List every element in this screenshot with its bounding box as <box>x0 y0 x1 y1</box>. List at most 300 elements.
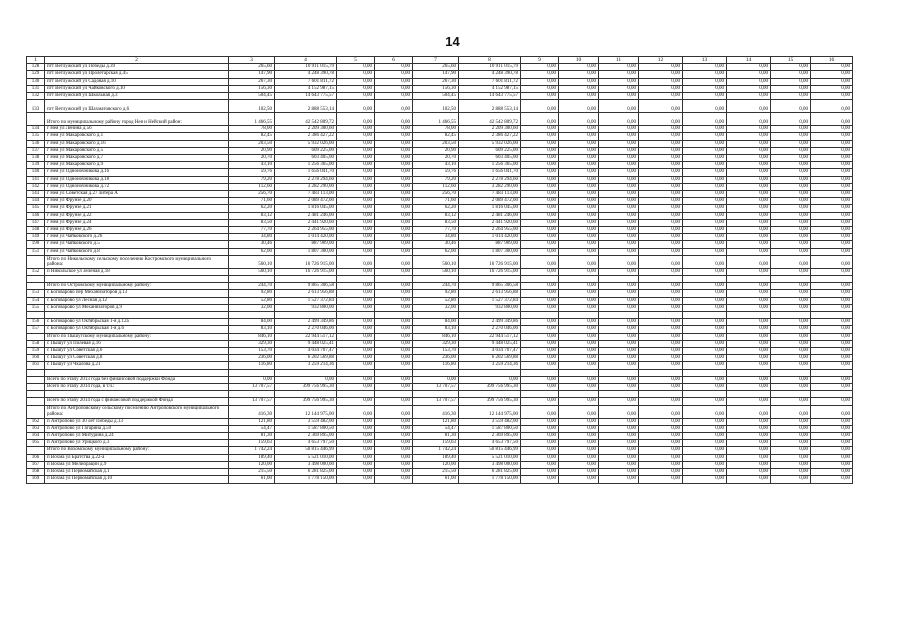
value-cell: 0,00 <box>337 297 375 304</box>
address-cell: Итого по Вохомскому муниципальному району: <box>45 447 229 454</box>
value-cell: 1 778 150,00 <box>459 476 521 483</box>
value-cell: 0,00 <box>559 384 599 391</box>
value-cell: 215,50 <box>413 469 459 476</box>
value-cell: 0,00 <box>811 454 853 461</box>
empty-cell <box>45 391 229 398</box>
address-cell: с Пышуг ул Чкалова д.21 <box>45 362 229 369</box>
value-cell: 0,00 <box>639 440 683 447</box>
value-cell: 3 259 214,36 <box>459 362 521 369</box>
table-row <box>27 268 853 275</box>
value-cell: 0,00 <box>337 126 375 133</box>
value-cell: 0,00 <box>229 376 275 383</box>
value-cell: 2 481 246,00 <box>275 212 337 219</box>
address-cell: г Нея ул Чайковского д.5 <box>45 241 229 248</box>
value-cell: 0,00 <box>337 133 375 140</box>
value-cell: 0,00 <box>771 376 811 383</box>
value-cell: 0,00 <box>559 398 599 405</box>
table-row <box>27 219 853 226</box>
table-row <box>27 176 853 183</box>
value-cell: 887 909,00 <box>275 241 337 248</box>
value-cell: 2 209 300,60 <box>275 126 337 133</box>
value-cell: 0,00 <box>521 304 559 311</box>
value-cell: 0,00 <box>375 447 413 454</box>
value-cell: 0,00 <box>811 205 853 212</box>
value-cell: 4 152 987,15 <box>275 85 337 92</box>
value-cell: 10 911 015,79 <box>275 64 337 71</box>
value-cell: 0,00 <box>639 476 683 483</box>
value-cell: 560,10 <box>229 255 275 268</box>
empty-cell <box>375 276 413 283</box>
value-cell: 0,00 <box>521 362 559 369</box>
value-cell: 0,00 <box>811 198 853 205</box>
value-cell: 0,00 <box>727 140 771 147</box>
table-row <box>27 198 853 205</box>
value-cell: 10 911 015,79 <box>459 64 521 71</box>
row-number-cell: 131 <box>27 85 45 92</box>
value-cell: 0,00 <box>521 290 559 297</box>
value-cell: 0,00 <box>811 362 853 369</box>
value-cell: 0,00 <box>599 212 639 219</box>
value-cell: 265,60 <box>413 64 459 71</box>
value-cell: 0,00 <box>599 219 639 226</box>
empty-cell <box>811 276 853 283</box>
empty-cell <box>559 369 599 376</box>
value-cell: 0,00 <box>727 212 771 219</box>
value-cell: 0,00 <box>811 461 853 468</box>
value-cell: 0,00 <box>811 348 853 355</box>
value-cell: 0,00 <box>559 205 599 212</box>
value-cell: 2 499 349,86 <box>459 319 521 326</box>
value-cell: 0,00 <box>599 248 639 255</box>
value-cell: 0,00 <box>683 78 727 85</box>
value-cell: 0,00 <box>559 376 599 383</box>
row-number-cell: 134 <box>27 126 45 133</box>
value-cell: 112,60 <box>229 183 275 190</box>
value-cell: 203,50 <box>413 140 459 147</box>
value-cell: 0,00 <box>599 425 639 432</box>
value-cell: 0,00 <box>337 205 375 212</box>
value-cell: 0,00 <box>599 326 639 333</box>
value-cell: 92,80 <box>413 290 459 297</box>
row-number-cell <box>27 113 45 126</box>
value-cell: 1 466,55 <box>229 113 275 126</box>
value-cell: 0,00 <box>599 176 639 183</box>
value-cell: 0,00 <box>639 433 683 440</box>
value-cell: 2 888 553,14 <box>459 100 521 113</box>
value-cell: 0,00 <box>375 340 413 347</box>
value-cell: 0,00 <box>559 268 599 275</box>
row-number-cell: 151 <box>27 248 45 255</box>
value-cell: 0,00 <box>521 476 559 483</box>
address-cell: Всего по этапу 2013 года без финансовой поддержки Фонда <box>45 376 229 383</box>
value-cell: 0,00 <box>639 78 683 85</box>
empty-cell <box>559 391 599 398</box>
value-cell: 0,00 <box>337 93 375 100</box>
value-cell: 0,00 <box>375 64 413 71</box>
value-cell: 0,00 <box>599 133 639 140</box>
value-cell: 50 815 446,99 <box>459 447 521 454</box>
row-number-cell: 145 <box>27 205 45 212</box>
value-cell: 0,00 <box>811 297 853 304</box>
empty-cell <box>683 312 727 319</box>
value-cell: 0,00 <box>639 418 683 425</box>
value-cell: 0,00 <box>337 476 375 483</box>
value-cell: 22 944 517,12 <box>459 333 521 340</box>
value-cell: 3 559 482,00 <box>275 418 337 425</box>
value-cell: 0,00 <box>337 355 375 362</box>
empty-cell <box>337 391 375 398</box>
address-cell: г Нея ул Ленина д.56 <box>45 126 229 133</box>
value-cell: 82,45 <box>413 133 459 140</box>
column-number-cell: 14 <box>727 57 771 64</box>
value-cell: 159,63 <box>413 440 459 447</box>
row-number-cell: 139 <box>27 162 45 169</box>
value-cell: 236,00 <box>229 355 275 362</box>
empty-cell <box>459 369 521 376</box>
value-cell: 0,00 <box>771 425 811 432</box>
empty-cell <box>229 369 275 376</box>
value-cell: 0,00 <box>771 319 811 326</box>
row-number-cell: 155 <box>27 304 45 311</box>
value-cell: 0,00 <box>599 241 639 248</box>
value-cell: 0,00 <box>811 227 853 234</box>
value-cell: 0,00 <box>727 447 771 454</box>
column-number-cell: 8 <box>459 57 521 64</box>
value-cell: 0,00 <box>337 433 375 440</box>
value-cell: 0,00 <box>811 376 853 383</box>
value-cell: 0,00 <box>599 476 639 483</box>
value-cell: 0,00 <box>337 212 375 219</box>
value-cell: 0,00 <box>559 147 599 154</box>
value-cell: 1 466,55 <box>413 113 459 126</box>
value-cell: 0,00 <box>521 212 559 219</box>
row-number-cell: 136 <box>27 140 45 147</box>
value-cell: 83,10 <box>413 326 459 333</box>
value-cell: 0,00 <box>683 85 727 92</box>
subtotal-row <box>27 283 853 290</box>
value-cell: 0,00 <box>771 147 811 154</box>
table-row <box>27 147 853 154</box>
value-cell: 0,00 <box>771 162 811 169</box>
value-cell: 0,00 <box>811 140 853 147</box>
value-cell: 156,30 <box>413 85 459 92</box>
value-cell: 3 498 000,00 <box>459 461 521 468</box>
value-cell: 0,00 <box>599 384 639 391</box>
value-cell: 0,00 <box>559 113 599 126</box>
value-cell: 0,00 <box>337 140 375 147</box>
value-cell: 0,00 <box>521 425 559 432</box>
empty-cell <box>683 369 727 376</box>
empty-cell <box>337 312 375 319</box>
value-cell: 0,00 <box>771 234 811 241</box>
row-number-cell: 190 <box>27 241 45 248</box>
value-cell: 0,00 <box>559 78 599 85</box>
value-cell: 0,00 <box>771 405 811 418</box>
value-cell: 0,00 <box>771 71 811 78</box>
value-cell: 0,00 <box>375 162 413 169</box>
value-cell: 0,00 <box>521 405 559 418</box>
table-row <box>27 476 853 483</box>
column-number-cell: 7 <box>413 57 459 64</box>
value-cell: 0,00 <box>559 319 599 326</box>
value-cell: 0,00 <box>683 183 727 190</box>
empty-cell <box>275 312 337 319</box>
address-cell: г Нея ул Макаровского д.5 <box>45 147 229 154</box>
value-cell: 0,00 <box>639 227 683 234</box>
value-cell: 0,00 <box>337 268 375 275</box>
value-cell: 0,00 <box>599 348 639 355</box>
value-cell: 0,00 <box>337 78 375 85</box>
row-number-cell: 138 <box>27 155 45 162</box>
row-number-cell <box>27 405 45 418</box>
value-cell: 0,00 <box>375 297 413 304</box>
value-cell: 203,50 <box>229 140 275 147</box>
value-cell: 0,00 <box>375 234 413 241</box>
value-cell: 0,00 <box>811 326 853 333</box>
value-cell: 0,00 <box>683 147 727 154</box>
address-cell: г Нея ул Макаровского д.16 <box>45 140 229 147</box>
value-cell: 3 259 214,36 <box>275 362 337 369</box>
value-cell: 52,80 <box>413 297 459 304</box>
value-cell: 83,12 <box>413 212 459 219</box>
value-cell: 0,00 <box>599 227 639 234</box>
value-cell: 0,00 <box>521 198 559 205</box>
value-cell: 0,00 <box>599 205 639 212</box>
value-cell: 0,00 <box>771 248 811 255</box>
value-cell: 416,30 <box>229 405 275 418</box>
value-cell: 0,00 <box>771 447 811 454</box>
value-cell: 2 481 246,00 <box>459 212 521 219</box>
value-cell: 0,00 <box>337 241 375 248</box>
value-cell: 0,00 <box>375 304 413 311</box>
value-cell: 0,00 <box>811 234 853 241</box>
value-cell: 0,00 <box>639 425 683 432</box>
address-cell: г Нея ул Советская д.27 литера А <box>45 191 229 198</box>
value-cell: 83,12 <box>229 212 275 219</box>
empty-cell <box>459 391 521 398</box>
value-cell: 0,00 <box>375 326 413 333</box>
value-cell: 0,00 <box>559 100 599 113</box>
value-cell: 0,00 <box>375 461 413 468</box>
value-cell: 0,00 <box>811 447 853 454</box>
value-cell: 0,00 <box>771 85 811 92</box>
table-row <box>27 454 853 461</box>
empty-cell <box>639 391 683 398</box>
value-cell: 62,00 <box>229 248 275 255</box>
value-cell: 0,00 <box>727 405 771 418</box>
value-cell: 0,00 <box>375 433 413 440</box>
value-cell: 0,00 <box>683 304 727 311</box>
value-cell: 0,00 <box>727 78 771 85</box>
value-cell: 0,00 <box>811 93 853 100</box>
value-cell: 0,00 <box>599 297 639 304</box>
value-cell: 0,00 <box>771 440 811 447</box>
value-cell: 0,00 <box>375 133 413 140</box>
value-cell: 0,00 <box>375 85 413 92</box>
value-cell: 20,90 <box>413 147 459 154</box>
value-cell: 0,00 <box>337 71 375 78</box>
value-cell: 236,00 <box>413 355 459 362</box>
row-number-cell: 165 <box>27 440 45 447</box>
value-cell: 71,60 <box>413 198 459 205</box>
table-row <box>27 469 853 476</box>
value-cell: 1 778 150,00 <box>275 476 337 483</box>
value-cell: 0,00 <box>599 71 639 78</box>
value-cell: 0,00 <box>639 248 683 255</box>
table-row <box>27 304 853 311</box>
value-cell: 0,00 <box>639 176 683 183</box>
value-cell: 0,00 <box>521 219 559 226</box>
value-cell: 416,30 <box>413 405 459 418</box>
value-cell: 0,00 <box>521 205 559 212</box>
value-cell: 0,00 <box>521 418 559 425</box>
value-cell: 2 369 895,00 <box>459 433 521 440</box>
value-cell: 0,00 <box>521 126 559 133</box>
value-cell: 0,00 <box>727 155 771 162</box>
value-cell: 0,00 <box>599 398 639 405</box>
table-row <box>27 362 853 369</box>
value-cell: 22 944 517,12 <box>275 333 337 340</box>
value-cell: 0,00 <box>639 205 683 212</box>
column-number-cell: 6 <box>375 57 413 64</box>
value-cell: 0,00 <box>375 268 413 275</box>
value-cell: 0,00 <box>599 234 639 241</box>
row-number-cell: 160 <box>27 355 45 362</box>
address-cell: пгт Ветлужский ул Садовая д.10 <box>45 78 229 85</box>
address-cell: с Боговарово ул Лесная д.12 <box>45 297 229 304</box>
address-cell: с Пышуг ул Советская д.8 <box>45 355 229 362</box>
address-cell: г Нея ул Одноночникова д.72 <box>45 183 229 190</box>
empty-cell <box>337 276 375 283</box>
empty-cell <box>413 312 459 319</box>
value-cell: 0,00 <box>727 268 771 275</box>
value-cell: 0,00 <box>639 140 683 147</box>
value-cell: 0,00 <box>521 340 559 347</box>
value-cell: 0,00 <box>727 227 771 234</box>
value-cell: 504,45 <box>229 93 275 100</box>
row-number-cell: 148 <box>27 227 45 234</box>
value-cell: 13 707,57 <box>229 398 275 405</box>
address-cell: п Антропово ул 30 лет Победы д.13 <box>45 418 229 425</box>
column-number-cell: 5 <box>337 57 375 64</box>
address-cell: п Вохма ул Мелиорации д.9 <box>45 461 229 468</box>
value-cell: 0,00 <box>639 219 683 226</box>
value-cell: 0,00 <box>599 169 639 176</box>
empty-cell <box>275 276 337 283</box>
empty-cell <box>683 391 727 398</box>
value-cell: 32,00 <box>413 304 459 311</box>
empty-cell <box>27 369 45 376</box>
empty-cell <box>275 391 337 398</box>
value-cell: 0,00 <box>599 461 639 468</box>
value-cell: 12 144 975,00 <box>459 405 521 418</box>
value-cell: 0,00 <box>811 133 853 140</box>
value-cell: 0,00 <box>683 227 727 234</box>
empty-cell <box>521 312 559 319</box>
value-cell: 0,00 <box>521 191 559 198</box>
value-cell: 0,00 <box>337 191 375 198</box>
value-cell: 0,00 <box>599 290 639 297</box>
value-cell: 0,00 <box>639 362 683 369</box>
value-cell: 0,00 <box>683 384 727 391</box>
address-cell: п Антропово ул Урицкого д.3 <box>45 440 229 447</box>
empty-cell <box>599 369 639 376</box>
empty-cell <box>771 369 811 376</box>
value-cell: 399 756 995,30 <box>459 384 521 391</box>
value-cell: 0,00 <box>375 219 413 226</box>
value-cell: 42 542 809,72 <box>459 113 521 126</box>
row-number-cell <box>27 255 45 268</box>
value-cell: 0,00 <box>559 355 599 362</box>
value-cell: 0,00 <box>639 454 683 461</box>
row-number-cell: 130 <box>27 78 45 85</box>
address-cell: Итого по Островскому муниципальному району: <box>45 283 229 290</box>
value-cell: 0,00 <box>811 355 853 362</box>
value-cell: 887 909,00 <box>459 241 521 248</box>
value-cell: 153,70 <box>413 348 459 355</box>
value-cell: 16 726 915,00 <box>275 255 337 268</box>
value-cell: 1 527 372,84 <box>275 297 337 304</box>
table-row <box>27 100 853 113</box>
value-cell: 1 807 300,00 <box>459 248 521 255</box>
table-row <box>27 183 853 190</box>
empty-cell <box>413 276 459 283</box>
subtotal-row <box>27 384 853 391</box>
value-cell: 43,10 <box>413 162 459 169</box>
value-cell: 0,00 <box>683 454 727 461</box>
value-cell: 30,46 <box>413 241 459 248</box>
value-cell: 0,00 <box>521 326 559 333</box>
value-cell: 0,00 <box>275 376 337 383</box>
value-cell: 0,00 <box>811 469 853 476</box>
value-cell: 0,00 <box>521 133 559 140</box>
row-number-cell: 167 <box>27 461 45 468</box>
value-cell: 0,00 <box>559 454 599 461</box>
value-cell: 2 089 472,00 <box>275 198 337 205</box>
value-cell: 0,00 <box>521 447 559 454</box>
value-cell: 0,00 <box>375 333 413 340</box>
row-number-cell: 129 <box>27 71 45 78</box>
empty-cell <box>459 276 521 283</box>
empty-cell <box>771 276 811 283</box>
value-cell: 0,00 <box>771 418 811 425</box>
value-cell: 0,00 <box>521 376 559 383</box>
value-cell: 0,00 <box>559 326 599 333</box>
row-number-cell: 159 <box>27 348 45 355</box>
row-number-cell: 147 <box>27 219 45 226</box>
value-cell: 0,00 <box>771 268 811 275</box>
value-cell: 0,00 <box>683 283 727 290</box>
value-cell: 0,00 <box>639 469 683 476</box>
value-cell: 5 932 026,00 <box>275 140 337 147</box>
value-cell: 0,00 <box>727 425 771 432</box>
value-cell: 7 601 811,72 <box>275 78 337 85</box>
value-cell: 0,00 <box>521 440 559 447</box>
value-cell: 0,00 <box>559 126 599 133</box>
value-cell: 0,00 <box>337 461 375 468</box>
value-cell: 329,30 <box>229 340 275 347</box>
value-cell: 0,00 <box>559 71 599 78</box>
empty-cell <box>521 369 559 376</box>
value-cell: 0,00 <box>683 126 727 133</box>
value-cell: 16 726 915,00 <box>459 268 521 275</box>
empty-cell <box>639 276 683 283</box>
value-cell: 0,00 <box>771 227 811 234</box>
empty-cell <box>599 391 639 398</box>
value-cell: 2 264 955,00 <box>459 227 521 234</box>
value-cell: 2 888 553,14 <box>275 100 337 113</box>
value-cell: 0,00 <box>521 454 559 461</box>
